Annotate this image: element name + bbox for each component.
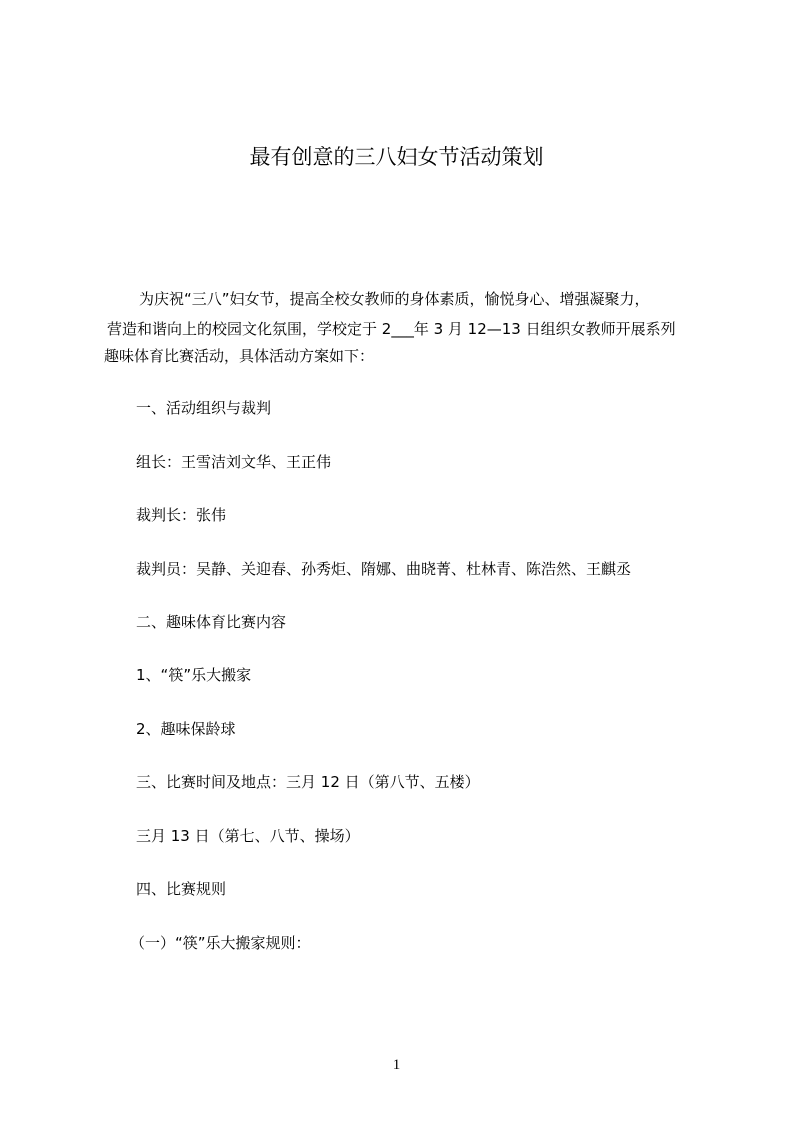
intro-line-3: 趣味体育比赛活动，具体活动方案如下： [104, 347, 375, 365]
intro-line-2: 营造和谐向上的校园文化氛围，学校定于 2___年 3 月 12—13 日组织女教师开展系列 [107, 320, 676, 338]
section-heading-time-place: 三、比赛时间及地点：三月 12 日（第八节、五楼） [136, 773, 480, 791]
section-heading-rules: 四、比赛规则 [136, 880, 227, 898]
time-place-line-2: 三月 13 日（第七、八节、操场） [136, 827, 360, 845]
contest-item-1: 1、“筷”乐大搬家 [136, 666, 252, 684]
intro-paragraph [104, 288, 698, 372]
chief-referee-line: 裁判长：张伟 [136, 506, 227, 524]
section-heading-contents: 二、趣味体育比赛内容 [136, 613, 287, 631]
contest-item-2: 2、趣味保龄球 [136, 720, 236, 738]
section-heading-organization: 一、活动组织与裁判 [136, 399, 272, 417]
document-title: 最有创意的三八妇女节活动策划 [249, 145, 544, 169]
referees-line: 裁判员：吴静、关迎春、孙秀炬、隋娜、曲晓菁、杜林青、陈浩然、王麒丞 [136, 560, 632, 578]
group-leader-line: 组长：王雪洁刘文华、王正伟 [136, 453, 332, 471]
rules-subheading-1: （一）“筷”乐大搬家规则： [130, 934, 311, 952]
page-number: 1 [392, 1057, 401, 1073]
intro-line-1: 为庆祝“三八”妇女节，提高全校女教师的身体素质，愉悦身心、增强凝聚力， [139, 290, 650, 308]
